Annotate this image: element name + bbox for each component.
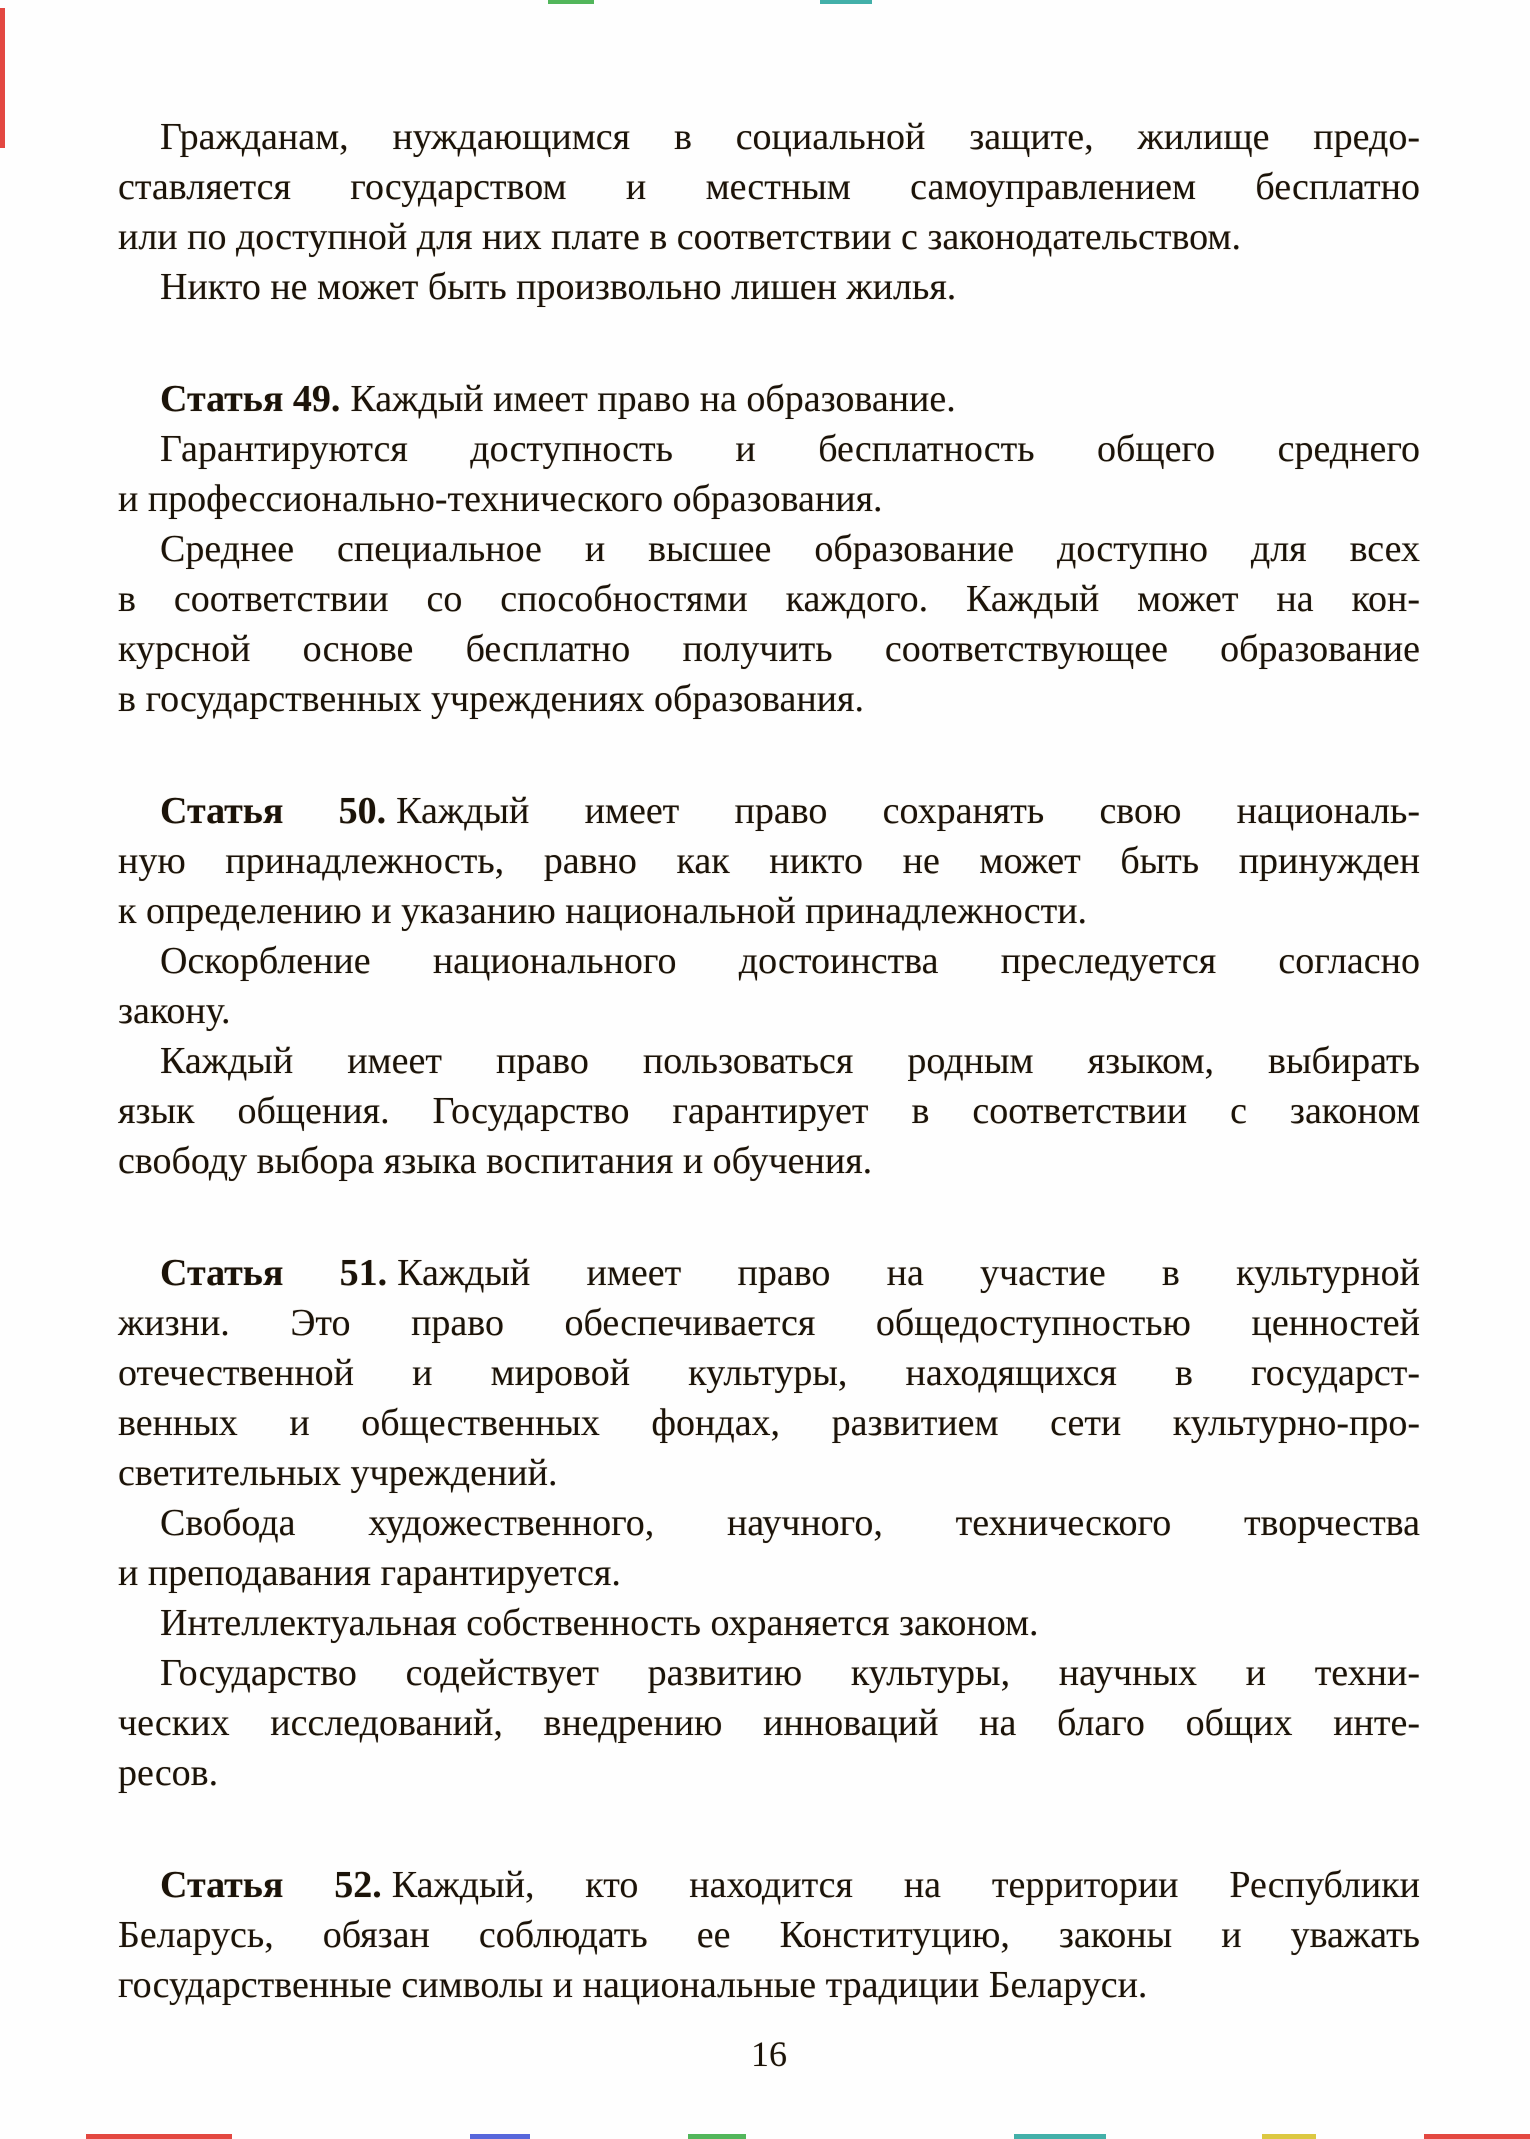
text-line xyxy=(118,836,1420,886)
text-run: Никто не может быть произвольно лишен жилья. xyxy=(160,266,957,308)
text-line xyxy=(118,1398,1420,1448)
scan-artifact xyxy=(0,8,5,148)
article-label: Статья 49. xyxy=(160,378,341,420)
text-run: Государство содействует развитию культуры, научных и техни- xyxy=(160,1652,1420,1694)
text-run: жизни. Это право обеспечивается общедоступностью ценностей xyxy=(118,1302,1420,1344)
text-run: Свобода художественного, научного, технического творчества xyxy=(160,1502,1420,1544)
scan-artifact xyxy=(1424,2134,1530,2139)
paragraph xyxy=(118,786,1420,936)
article-label: Статья 52. xyxy=(160,1864,382,1906)
text-line xyxy=(118,1698,1420,1748)
text-run: Среднее специальное и высшее образование доступно для всех xyxy=(160,528,1420,570)
text-line xyxy=(118,262,1420,312)
text-line xyxy=(118,1248,1420,1298)
text-line xyxy=(118,1448,1420,1498)
text-run: ческих исследований, внедрению инноваций на благо общих инте- xyxy=(118,1702,1420,1744)
text-line xyxy=(118,1598,1420,1648)
paragraph xyxy=(118,1036,1420,1186)
text-line xyxy=(118,1298,1420,1348)
text-run: Каждый имеет право пользоваться родным языком, выбирать xyxy=(160,1040,1420,1082)
text-line xyxy=(118,786,1420,836)
text-line xyxy=(118,1960,1420,2010)
paragraph xyxy=(118,1248,1420,1498)
text-run: Каждый имеет право на образование. xyxy=(350,378,956,420)
text-line xyxy=(118,1498,1420,1548)
text-line xyxy=(118,374,1420,424)
text-run: светительных учреждений. xyxy=(118,1452,558,1494)
text-line xyxy=(118,162,1420,212)
paragraph xyxy=(118,936,1420,1036)
text-run: в соответствии со способностями каждого. Каждый может на кон- xyxy=(118,578,1420,620)
paragraph xyxy=(118,1598,1420,1648)
text-run: и профессионально-технического образования. xyxy=(118,478,883,520)
scan-artifact xyxy=(688,2134,746,2139)
text-run: ресов. xyxy=(118,1752,219,1794)
text-run: государственные символы и национальные традиции Беларуси. xyxy=(118,1964,1148,2006)
scan-artifact xyxy=(1014,2134,1106,2139)
text-run: Каждый имеет право на участие в культурной xyxy=(397,1252,1420,1294)
text-line xyxy=(118,1136,1420,1186)
text-line xyxy=(118,474,1420,524)
text-run: венных и общественных фондах, развитием сети культурно-про- xyxy=(118,1402,1420,1444)
text-line xyxy=(118,886,1420,936)
text-line xyxy=(118,1348,1420,1398)
scan-artifact xyxy=(548,0,594,4)
text-run: в государственных учреждениях образования. xyxy=(118,678,864,720)
text-line xyxy=(118,1860,1420,1910)
text-line xyxy=(118,524,1420,574)
text-run: язык общения. Государство гарантирует в соответствии с законом xyxy=(118,1090,1420,1132)
paragraph xyxy=(118,424,1420,524)
scan-artifact xyxy=(1262,2134,1316,2139)
text-line xyxy=(118,1910,1420,1960)
text-line xyxy=(118,1036,1420,1086)
text-line xyxy=(118,1548,1420,1598)
text-run: закону. xyxy=(118,990,231,1032)
text-run: ную принадлежность, равно как никто не может быть принужден xyxy=(118,840,1420,882)
scan-artifact xyxy=(86,2134,232,2139)
article-label: Статья 50. xyxy=(160,790,387,832)
text-run: и преподавания гарантируется. xyxy=(118,1552,621,1594)
text-run: Каждый, кто находится на территории Республики xyxy=(391,1864,1420,1906)
text-run: к определению и указанию национальной принадлежности. xyxy=(118,890,1088,932)
text-line xyxy=(118,424,1420,474)
paragraph xyxy=(118,374,1420,424)
paragraph xyxy=(118,1860,1420,2010)
paragraph xyxy=(118,1648,1420,1798)
text-run: Гражданам, нуждающимся в социальной защите, жилище предо- xyxy=(160,116,1420,158)
text-run: Гарантируются доступность и бесплатность общего среднего xyxy=(160,428,1420,470)
text-line xyxy=(118,1648,1420,1698)
text-run: Беларусь, обязан соблюдать ее Конституцию, законы и уважать xyxy=(118,1914,1420,1956)
text-run: ставляется государством и местным самоуправлением бесплатно xyxy=(118,166,1420,208)
scan-artifact xyxy=(470,2134,530,2139)
text-run: свободу выбора языка воспитания и обучения. xyxy=(118,1140,873,1182)
text-line xyxy=(118,674,1420,724)
text-line xyxy=(118,212,1420,262)
paragraph xyxy=(118,112,1420,262)
text-run: Интеллектуальная собственность охраняется законом. xyxy=(160,1602,1039,1644)
text-run: курсной основе бесплатно получить соответствующее образование xyxy=(118,628,1420,670)
paragraph xyxy=(118,262,1420,312)
text-line xyxy=(118,574,1420,624)
text-line xyxy=(118,986,1420,1036)
article-label: Статья 51. xyxy=(160,1252,388,1294)
text-line xyxy=(118,1086,1420,1136)
paragraph xyxy=(118,524,1420,724)
text-line xyxy=(118,936,1420,986)
text-line xyxy=(118,624,1420,674)
text-run: отечественной и мировой культуры, находящихся в государст- xyxy=(118,1352,1420,1394)
scan-artifact xyxy=(820,0,872,4)
text-line xyxy=(118,1748,1420,1798)
text-run: или по доступной для них плате в соответствии с законодательством. xyxy=(118,216,1241,258)
text-line xyxy=(118,112,1420,162)
text-run: Каждый имеет право сохранять свою националь- xyxy=(396,790,1420,832)
text-run: Оскорбление национального достоинства преследуется согласно xyxy=(160,940,1420,982)
document-text xyxy=(118,112,1420,2076)
paragraph xyxy=(118,1498,1420,1598)
page-number: 16 xyxy=(751,2034,787,2074)
